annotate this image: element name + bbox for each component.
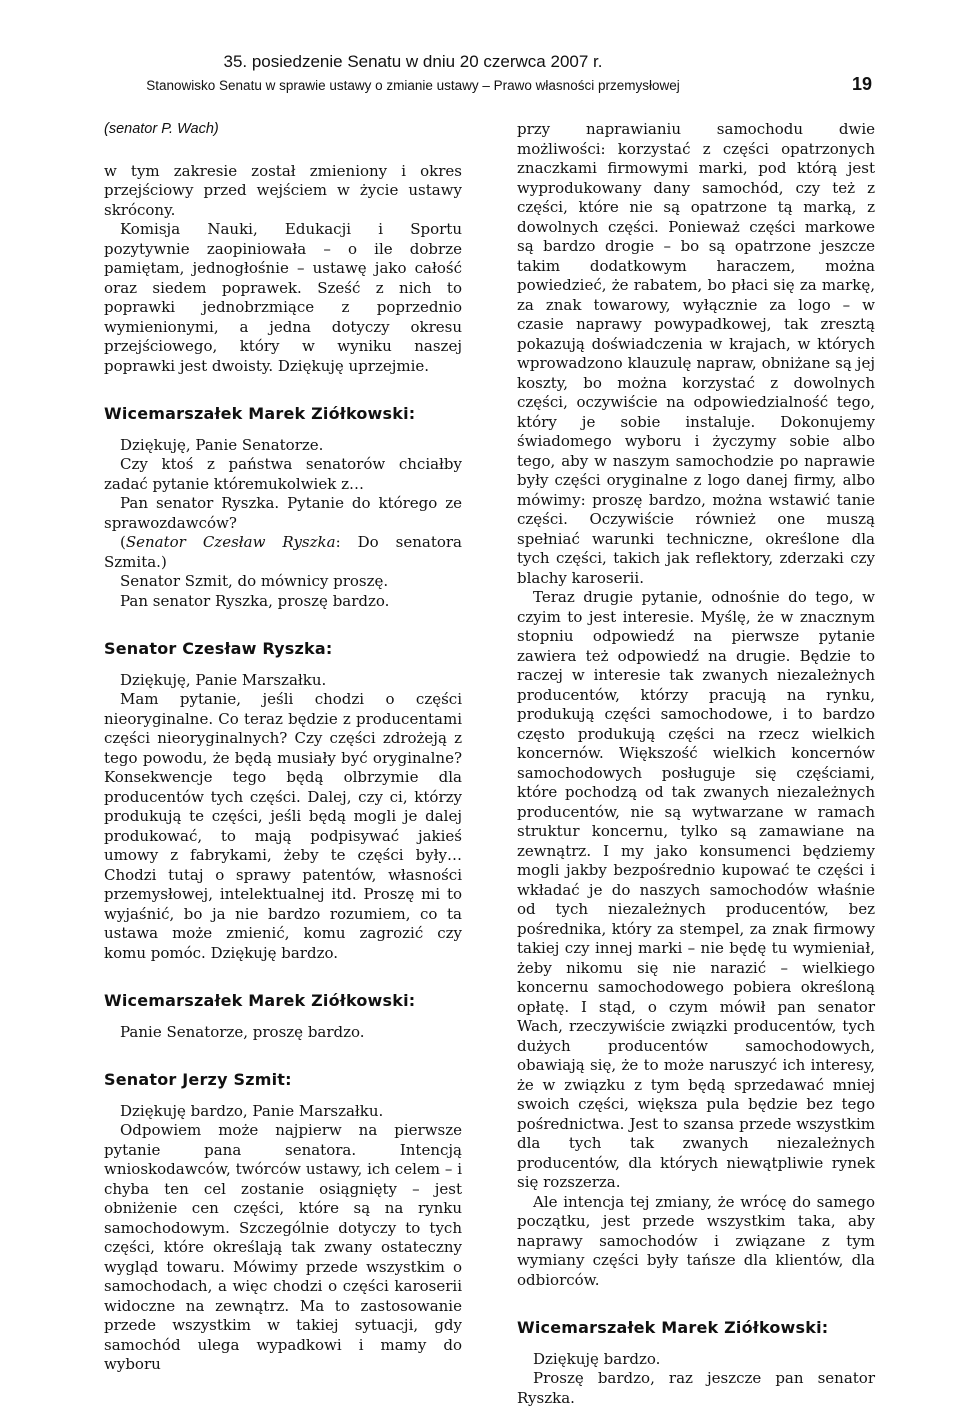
- speaker-heading: Wicemarszałek Marek Ziółkowski:: [104, 991, 416, 1010]
- paragraph: w tym zakresie został zmieniony i okres przejściowy przed wejściem w życie ustawy skrócony.: [104, 161, 462, 219]
- paragraph: Teraz drugie pytanie, odnośnie do tego, w czyim to jest interesie. Myślę, że w znacznym stopniu odpowiedź na pierwsze pytanie zawiera też odpowiedź na drugie. Będzie to raczej w interesie tak zwanych niezależnych producentów, którzy pracują na rynku, produkują części samochodowe, i to bardzo często produkują części na rzecz wielkich koncernów. Większość wielkich koncernów samochodowych posługuje się częściami, które pochodzą od tak zwanych niezależnych producentów, nie są wytwarzane w ramach struktur koncernu, tylko są zamawiane na zewnątrz. I my jako konsumenci będziemy mogli jakby bezpośrednio kupować te części i wkładać je do naszych samochodów właśnie od tych niezależnych producentów, bez pośrednika, który za stempel, za znak firmowy takiej czy innej marki – nie będę tu wymieniał, żeby nikomu się nie narazić – wielkiego koncernu samochodowego pobiera określoną opłatę. I stąd, o czym mówił pan senator Wach, rzeczywiście związki producentów, tych dużych producentów samochodowych, obawiają się, że to może naruszyć ich interesy, że w związku z tym będą sprzedawać mniej swoich części, większa pula będzie bez tego pośrednictwa. Jest to szansa przede wszystkim dla tych tak zwanych niezależnych producentów, dla których niewątpliwie rynek się rozszerza.: [517, 588, 875, 1191]
- paragraph: Dziękuję bardzo.: [533, 1349, 661, 1368]
- right-column: [517, 120, 875, 1408]
- stage-direction-speaker: Senator Czesław Ryszka: [125, 533, 336, 551]
- paragraph: Odpowiem może najpierw na pierwsze pytanie pana senatora. Intencją wnioskodawców, twórców ustawy, ich celem – i chyba ten cel zostanie osiągnięty – jest obniżenie cen części, które są na rynku samochodowym. Szczególnie dotyczy to tych części, które określają tak zwany ostateczny wygląd towaru. Mówimy przede wszystkim o samochodach, a więc chodzi o części karoserii widoczne na zewnątrz. Ma to zastosowanie przede wszystkim w takiej sytuacji, gdy samochód ulega wypadkowi i mamy do wyboru: [104, 1121, 462, 1373]
- left-column: [104, 120, 462, 1375]
- paragraph: Pan senator Ryszka, proszę bardzo.: [120, 591, 390, 610]
- paragraph: Komisja Nauki, Edukacji i Sportu pozytywnie zaopiniowała – o ile dobrze pamiętam, jednogłośnie – ustawę jako całość oraz siedem poprawek. Sześć z nich to poprawki jednobrzmiące z poprzednio wymienionymi, a jedna dotyczy okresu przejściowego, który w wyniku naszej poprawki jest dwoisty. Dziękuję uprzejmie.: [104, 220, 462, 375]
- paragraph: przy naprawianiu samochodu dwie możliwości: korzystać z części opatrzonych znaczkami firmowymi marki, pod którą jest wyprodukowany dany samochód, czy też z części, które nie są opatrzone tą marką, z dowolnych części. Ponieważ części markowe są bardzo drogie – bo są opatrzone jeszcze takim dodatkowym haraczem, można powiedzieć, że rabatem, bo płaci się za markę, za znak towarowy, wyłącznie za logo – w czasie naprawy powypadkowej, tak zresztą pokazują doświadczenia w krajach, w których wprowadzono klauzulę napraw, obniżane są jej koszty, bo można korzystać z dowolnych części, oczywiście na odpowiedzialność tego, który je sobie instaluje. Dokonujemy świadomego wyboru i życzymy sobie albo tego, aby w naszym samochodzie po naprawie były części oryginalne z logo danej firmy, albo mówimy: proszę bardzo, można wstawić tanie części. Oczywiście również one muszą spełniać warunki techniczne, określone dla tych części, takich jak reflektory, zderzaki czy blachy karoserii.: [517, 120, 875, 587]
- paragraph: Ale intencja tej zmiany, że wrócę do samego początku, jest przede wszystkim taka, aby naprawy samochodów i związane z tym wymiany części były tańsze dla klientów, dla odbiorców.: [517, 1192, 875, 1289]
- header-title: 35. posiedzenie Senatu w dniu 20 czerwca 2007 r.: [223, 52, 603, 71]
- paragraph: Czy ktoś z państwa senatorów chciałby zadać pytanie któremukolwiek z…: [104, 455, 462, 493]
- paragraph: Proszę bardzo, raz jeszcze pan senator Ryszka.: [517, 1369, 875, 1407]
- paragraph: Dziękuję, Panie Marszałku.: [120, 670, 327, 689]
- stage-direction: (Senator Czesław Ryszka: Do senatora Szmita.): [104, 533, 462, 571]
- speaker-heading: Senator Jerzy Szmit:: [104, 1070, 292, 1089]
- paragraph: Senator Szmit, do mównicy proszę.: [120, 572, 389, 590]
- speaker-heading: Wicemarszałek Marek Ziółkowski:: [104, 404, 416, 423]
- page-number: 19: [851, 74, 872, 94]
- speaker-heading: Wicemarszałek Marek Ziółkowski:: [517, 1318, 829, 1337]
- speaker-heading: Senator Czesław Ryszka:: [104, 639, 333, 658]
- header-subtitle: Stanowisko Senatu w sprawie ustawy o zmianie ustawy – Prawo własności przemysłowej: [146, 78, 680, 93]
- paragraph: Panie Senatorze, proszę bardzo.: [120, 1022, 365, 1041]
- paragraph: Dziękuję, Panie Senatorze.: [120, 435, 324, 454]
- paragraph: Mam pytanie, jeśli chodzi o części nieoryginalne. Co teraz będzie z producentami części nieoryginalnych? Czy części zdrożeją z tego powodu, że będą musiały być oryginalne? Konsekwencje tego będą olbrzymie dla producentów tych części. Dalej, czy ci, którzy produkują te części, jeśli będą mogli je dalej produkować, to mają podpisywać jakieś umowy z fabrykami, żeby te części były… Chodzi tutaj o sprawy patentów, własności przemysłowej, intelektualnej itd. Proszę mi to wyjaśnić, bo ja nie bardzo rozumiem, co ta ustawa może zmienić, komu zagrozić czy komu pomóc. Dziękuję bardzo.: [104, 690, 462, 962]
- paragraph: Pan senator Ryszka. Pytanie do którego ze sprawozdawców?: [104, 494, 462, 532]
- paragraph: Dziękuję bardzo, Panie Marszałku.: [120, 1101, 384, 1120]
- page-header: [0, 0, 960, 110]
- senator-note: (senator P. Wach): [104, 121, 219, 137]
